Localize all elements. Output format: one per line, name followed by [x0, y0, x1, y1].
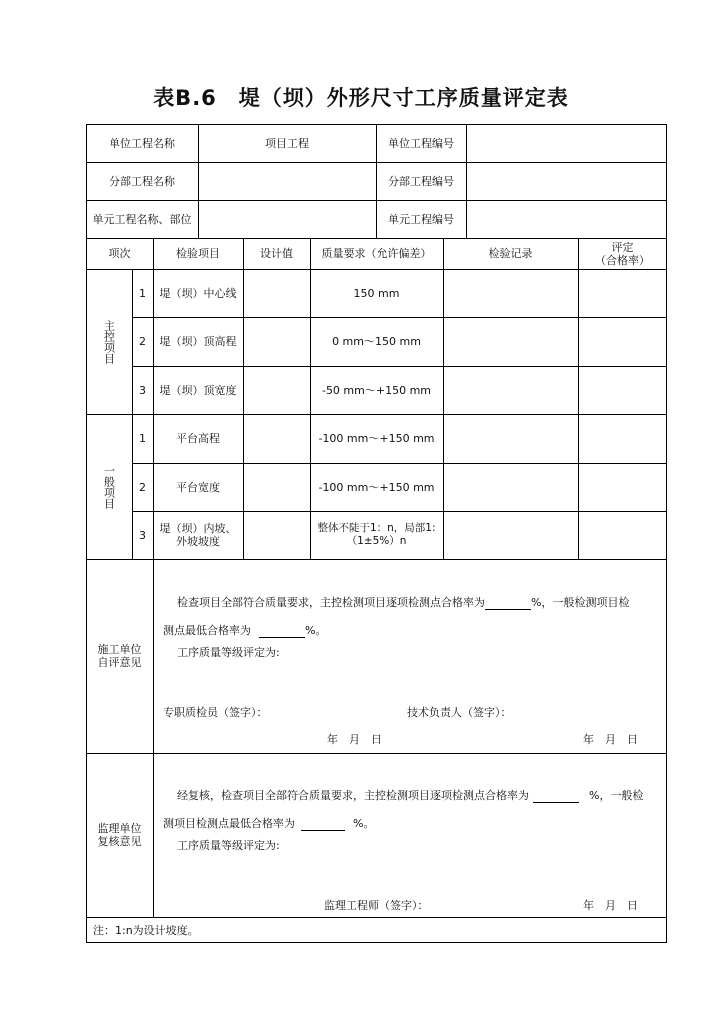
main-row-2-design-field[interactable]	[243, 317, 310, 366]
main-row-3-item: 堤（坝）顶宽度	[159, 383, 237, 397]
sub-project-name-label: 分部工程名称	[109, 174, 175, 188]
construction-text-line2	[163, 624, 326, 638]
general-row-2-no: 2	[139, 480, 146, 494]
supervision-main-rate-blank[interactable]	[533, 789, 579, 803]
main-row-3-design-field[interactable]	[243, 366, 310, 414]
general-row-3-req-line1: 整体不陡于1：n，局部1:	[317, 522, 436, 534]
col-header-item: 项次	[108, 247, 131, 260]
construction-general-rate-blank[interactable]	[259, 624, 305, 638]
construction-label-line1: 施工单位	[97, 643, 142, 656]
construction-text2b: %。	[305, 624, 327, 637]
col-header-rating-line1: 评定	[611, 240, 634, 254]
element-project-code-field[interactable]	[466, 200, 667, 238]
construction-inspector-signature[interactable]: 专职质检员（签字）：	[163, 706, 268, 719]
main-row-1-item: 堤（坝）中心线	[159, 286, 237, 300]
col-header-quality-req: 质量要求（允许偏差）	[321, 247, 432, 260]
general-row-3-req-line2: （1±5%）n	[346, 535, 407, 547]
unit-project-name-label: 单位工程名称	[109, 136, 175, 150]
unit-project-code-field[interactable]	[466, 124, 667, 162]
general-row-1-rating-field[interactable]	[578, 414, 667, 463]
general-row-2-item: 平台宽度	[176, 480, 220, 494]
main-row-2-item: 堤（坝）顶高程	[159, 335, 237, 348]
col-header-record: 检验记录	[488, 247, 533, 260]
general-row-3-record-field[interactable]	[443, 511, 578, 559]
col-header-rating	[578, 238, 667, 269]
construction-grade: 工序质量等级评定为:	[177, 646, 280, 659]
supervision-general-rate-blank[interactable]	[301, 817, 345, 831]
supervision-label-line2: 复核意见	[97, 835, 142, 848]
main-row-2-rating-field[interactable]	[578, 317, 667, 366]
row-divider	[86, 917, 667, 918]
element-project-name-field[interactable]	[198, 200, 376, 238]
general-row-3-rating-field[interactable]	[578, 511, 667, 559]
general-row-3-no: 3	[139, 528, 146, 542]
col-header-check-item: 检验项目	[176, 247, 220, 260]
general-group-label	[86, 414, 132, 559]
construction-tech-lead-signature[interactable]: 技术负责人（签字）：	[407, 706, 512, 719]
main-group-label-text: 主控项目	[102, 319, 116, 364]
general-row-1-no: 1	[139, 432, 146, 445]
footnote: 注：1:n为设计坡度。	[93, 924, 199, 937]
construction-text1a: 检查项目全部符合质量要求，主控检测项目逐项检测点合格率为	[177, 596, 485, 609]
construction-main-rate-blank[interactable]	[485, 596, 531, 610]
supervision-label-line1: 监理单位	[97, 822, 142, 835]
supervision-grade: 工序质量等级评定为:	[177, 839, 280, 852]
element-project-name-label: 单元工程名称、部位	[92, 212, 192, 226]
row-divider	[86, 559, 667, 560]
page-title: 表B.6 堤（坝）外形尺寸工序质量评定表	[153, 86, 569, 110]
general-row-1-design-field[interactable]	[243, 414, 310, 463]
supervision-text2a: 测项目检测点最低合格率为	[163, 817, 295, 830]
supervision-text2b: %。	[353, 817, 375, 830]
general-row-3-req	[310, 511, 443, 559]
supervision-text1a: 经复核，检查项目全部符合质量要求，主控检测项目逐项检测点合格率为	[177, 789, 529, 802]
general-row-2-req: -100 mm～+150 mm	[318, 480, 435, 494]
row-divider	[86, 753, 667, 754]
main-row-3-no: 3	[139, 383, 146, 397]
main-row-1-design-field[interactable]	[243, 269, 310, 317]
construction-text1b: %，一般检测项目检	[531, 596, 630, 609]
main-row-1-record-field[interactable]	[443, 269, 578, 317]
main-row-1-rating-field[interactable]	[578, 269, 667, 317]
supervision-text1b: %，一般检	[589, 789, 644, 802]
col-header-design-value: 设计值	[260, 247, 293, 260]
general-row-2-rating-field[interactable]	[578, 463, 667, 511]
general-row-3-item-line2: 外坡坡度	[176, 535, 220, 548]
construction-label	[86, 559, 153, 753]
construction-label-line2: 自评意见	[97, 656, 142, 669]
general-group-label-text: 一般项目	[102, 464, 116, 509]
construction-text2a: 测点最低合格率为	[163, 624, 251, 637]
supervision-label	[86, 753, 153, 917]
main-group-label	[86, 269, 132, 414]
general-row-3-design-field[interactable]	[243, 511, 310, 559]
main-row-3-record-field[interactable]	[443, 366, 578, 414]
sub-project-code-field[interactable]	[466, 162, 667, 200]
main-row-2-req: 0 mm～150 mm	[332, 335, 421, 348]
main-row-1-no: 1	[139, 286, 146, 300]
construction-date-2[interactable]: 年 月 日	[583, 733, 638, 746]
general-row-3-item	[153, 511, 243, 559]
main-row-3-rating-field[interactable]	[578, 366, 667, 414]
main-row-1-req: 150 mm	[353, 286, 400, 300]
sub-project-name-field[interactable]	[198, 162, 376, 200]
general-row-1-record-field[interactable]	[443, 414, 578, 463]
element-project-code-label: 单元工程编号	[388, 212, 454, 226]
main-row-2-no: 2	[139, 335, 146, 348]
unit-project-code-label: 单位工程编号	[388, 136, 454, 150]
sub-project-code-label: 分部工程编号	[388, 174, 454, 188]
col-header-rating-line2: （合格率）	[595, 253, 650, 267]
construction-date-1[interactable]: 年 月 日	[327, 733, 382, 746]
supervision-text-line2	[163, 817, 374, 831]
general-row-2-record-field[interactable]	[443, 463, 578, 511]
supervision-date[interactable]: 年 月 日	[583, 899, 638, 912]
unit-project-name-value[interactable]: 项目工程	[265, 136, 309, 150]
supervision-text-line1	[177, 789, 643, 803]
general-row-1-req: -100 mm～+150 mm	[318, 432, 435, 445]
general-row-2-design-field[interactable]	[243, 463, 310, 511]
supervision-engineer-signature[interactable]: 监理工程师（签字）：	[324, 899, 429, 912]
construction-text-line1	[177, 596, 629, 610]
main-row-2-record-field[interactable]	[443, 317, 578, 366]
general-row-1-item: 平台高程	[176, 432, 220, 445]
main-row-3-req: -50 mm～+150 mm	[321, 383, 432, 397]
general-row-3-item-line1: 堤（坝）内坡、	[159, 522, 237, 535]
